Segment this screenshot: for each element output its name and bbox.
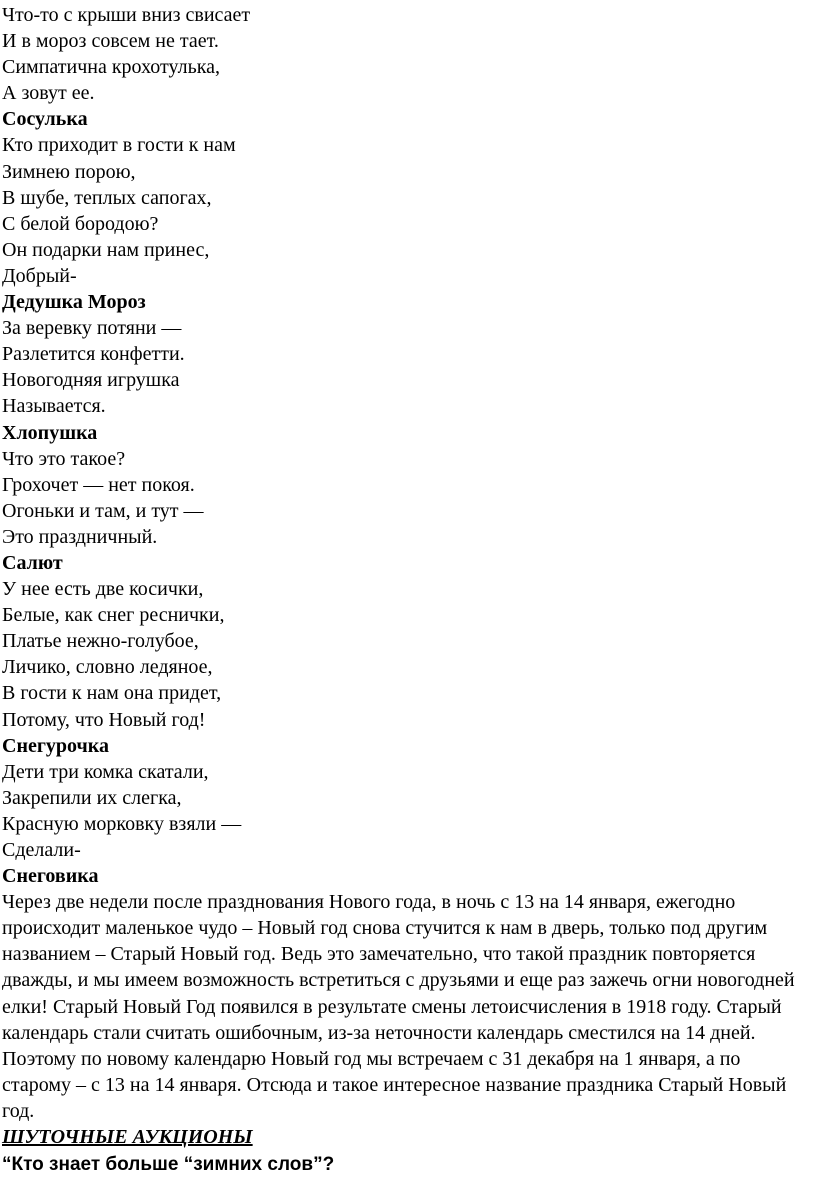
riddle-line: С белой бородою? <box>2 212 159 235</box>
riddle-line: У нее есть две косички, <box>2 578 204 601</box>
document-page <box>2 2 812 1180</box>
section-heading: ШУТОЧНЫЕ АУКЦИОНЫ <box>2 1126 253 1149</box>
riddle-1 <box>2 2 812 132</box>
riddle-line: В шубе, теплых сапогах, <box>2 186 212 209</box>
old-new-year-paragraph: Через две недели после празднования Нового года, в ночь с 13 на 14 января, ежегодно происходит маленькое чудо – Новый год снова стучится к нам в дверь, только под другим названием – Старый Новый год. Ведь это замечательно, что такой праздник повторяется дважды, и мы имеем возможность встретиться с друзьями и еще раз зажечь огни новогодней елки! Старый Новый Год появился в результате смены летоисчисления в 1918 году. Старый календарь стали считать ошибочным, из-за неточности календарь сместился на 14 дней. Поэтому по новому календарю Новый год мы встречаем с 31 декабря на 1 января, а по старому – с 13 на 14 января. Отсюда и такое интересное название праздника Старый Новый год. <box>2 891 795 1122</box>
riddle-line: Белые, как снег реснички, <box>2 604 225 627</box>
riddle-answer: Хлопушка <box>2 421 98 444</box>
riddle-2 <box>2 132 812 315</box>
riddle-line: Называется. <box>2 395 106 418</box>
riddle-line: Личико, словно ледяное, <box>2 656 213 679</box>
riddle-line: Он подарки нам принес, <box>2 238 210 261</box>
riddle-line: Красную морковку взяли — <box>2 812 242 835</box>
riddle-5 <box>2 576 812 759</box>
riddle-answer: Салют <box>2 551 63 574</box>
riddle-6 <box>2 759 812 889</box>
riddle-line: Добрый- <box>2 264 77 287</box>
riddle-line: Потому, что Новый год! <box>2 708 206 731</box>
riddle-line: Разлетится конфетти. <box>2 343 185 366</box>
riddle-line: Дети три комка скатали, <box>2 760 209 783</box>
riddle-line: Закрепили их слегка, <box>2 786 182 809</box>
riddle-line: И в мороз совсем не тает. <box>2 30 219 53</box>
riddle-line: Что-то с крыши вниз свисает <box>2 4 251 26</box>
riddle-line: А зовут ее. <box>2 82 95 105</box>
riddle-line: Зимнею порою, <box>2 160 136 183</box>
riddle-line: Симпатична крохотулька, <box>2 56 221 79</box>
riddle-3 <box>2 315 812 445</box>
riddle-line: Платье нежно-голубое, <box>2 630 199 653</box>
riddle-answer: Дедушка Мороз <box>2 291 146 314</box>
riddle-line: Огоньки и там, и тут — <box>2 499 204 522</box>
riddle-line: Что это такое? <box>2 447 126 470</box>
riddle-line: Новогодняя игрушка <box>2 369 180 392</box>
riddle-answer: Снеговика <box>2 865 99 888</box>
riddle-line: Грохочет — нет покоя. <box>2 473 195 496</box>
riddle-line: В гости к нам она придет, <box>2 682 222 705</box>
riddle-line: Сделали- <box>2 839 81 861</box>
riddle-line: За веревку потяни — <box>2 317 182 340</box>
riddle-4 <box>2 446 812 576</box>
subheading: “Кто знает больше “зимних слов”? <box>2 1154 335 1176</box>
riddle-line: Это праздничный. <box>2 525 158 548</box>
riddle-answer: Снегурочка <box>2 734 110 757</box>
riddle-line: Кто приходит в гости к нам <box>2 134 236 157</box>
riddle-answer: Сосулька <box>2 108 88 131</box>
